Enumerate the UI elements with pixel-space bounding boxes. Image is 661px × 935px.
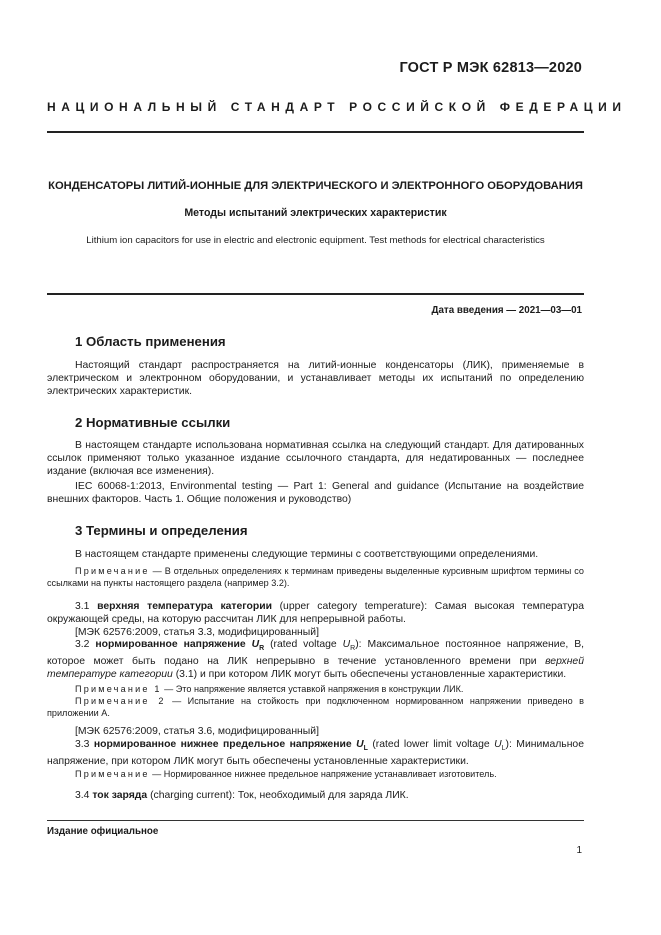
term-definition: (upper category temperature): Самая высокая температура окружающей среды, на которую рассчитан ЛИК для непрерывной работы. <box>47 601 584 626</box>
term-3-2-source: [МЭК 62576:2009, статья 3.6, модифицированный] <box>75 726 319 737</box>
term-3-2-note-2 <box>47 695 584 719</box>
term-name: нормированное напряжение <box>95 639 252 650</box>
term-3-2-note-1 <box>47 683 584 695</box>
term-english: (rated lower limit voltage <box>367 739 495 750</box>
term-symbol: U <box>251 639 260 650</box>
term-name: нормированное нижнее предельное напряжение <box>93 739 357 750</box>
term-3-1 <box>47 600 584 626</box>
term-symbol-subscript: R <box>259 645 265 653</box>
term-number: 3.4 <box>75 790 93 801</box>
document-title-english: Lithium ion capacitors for use in electric and electronic equipment. Test methods for electrical characteristics <box>86 235 545 246</box>
term-english-symbol: U <box>342 639 351 650</box>
term-3-4 <box>47 789 584 802</box>
note-label: Примечание 2 <box>75 696 166 706</box>
header-rule <box>47 131 584 133</box>
term-symbol: U <box>356 739 364 750</box>
section-2-heading: 2 Нормативные ссылки <box>75 415 231 430</box>
official-edition-label: Издание официальное <box>47 826 159 837</box>
term-number: 3.2 <box>75 639 96 650</box>
standard-id: ГОСТ Р МЭК 62813—2020 <box>399 60 582 76</box>
note-label: Примечание <box>75 566 150 576</box>
effective-date: Дата введения — 2021—03—01 <box>431 305 582 316</box>
section-3-heading: 3 Термины и определения <box>75 523 248 538</box>
term-english-subscript: R <box>350 645 356 653</box>
section-1-text: Настоящий стандарт распространяется на литий-ионные конденсаторы (ЛИК), применяемые в электрическом и электронном оборудовании, и устанавливает методы их испытаний по определению электрических характеристик. <box>47 360 584 398</box>
term-3-3 <box>47 738 584 768</box>
term-english: (rated voltage <box>264 639 343 650</box>
term-3-1-source: [МЭК 62576:2009, статья 3.3, модифицированный] <box>75 627 319 638</box>
term-number: 3.3 <box>75 739 94 750</box>
term-definition-b: (3.1) и при котором ЛИК могут быть обеспечены установленные характеристики. <box>172 669 567 681</box>
note-text: — Испытание на стойкость при подключенном нормированном напряжении приведено в приложении А. <box>47 696 584 718</box>
term-english-subscript: L <box>501 745 506 753</box>
section-1-heading: 1 Область применения <box>75 334 226 349</box>
section-2-text: В настоящем стандарте использована нормативная ссылка на следующий стандарт. Для датированных ссылок применяют только указанное издание ссылочного стандарта, для недатированных — последнее издание (включая все изменения). <box>47 440 584 478</box>
term-definition: ): Минимальное напряжение, при котором ЛИК могут быть обеспечены установленные характеристики. <box>47 739 584 768</box>
section-3-intro: В настоящем стандарте применены следующие термины с соответствующими определениями. <box>75 549 539 560</box>
term-3-3-note <box>47 768 584 780</box>
term-name: верхняя температура категории <box>97 601 272 612</box>
term-definition: (charging current): Ток, необходимый для заряда ЛИК. <box>147 790 409 801</box>
document-subtitle: Методы испытаний электрических характеристик <box>184 207 447 219</box>
term-crossref: верхней температуре категории <box>47 656 584 681</box>
term-3-2 <box>47 638 584 682</box>
term-name: ток заряда <box>92 790 148 801</box>
note-text: — Нормированное нижнее предельное напряжение устанавливает изготовитель. <box>149 769 497 779</box>
national-standard-banner: НАЦИОНАЛЬНЫЙ СТАНДАРТ РОССИЙСКОЙ ФЕДЕРАЦИИ <box>47 100 627 114</box>
term-number: 3.1 <box>75 601 98 612</box>
note-label: Примечание <box>75 769 150 779</box>
note-text: — Это напряжение является уставкой напряжения в конструкции ЛИК. <box>161 684 464 694</box>
note-label: Примечание 1 <box>75 684 162 694</box>
section-3-note <box>47 565 584 589</box>
document-title: КОНДЕНСАТОРЫ ЛИТИЙ-ИОННЫЕ ДЛЯ ЭЛЕКТРИЧЕСКОГО И ЭЛЕКТРОННОГО ОБОРУДОВАНИЯ <box>48 180 583 192</box>
term-symbol-subscript: L <box>363 745 368 753</box>
term-definition-a: ): Максимальное постоянное напряжение, В, которое может быть подано на ЛИК непрерывно в течение установленного времени при <box>47 639 585 668</box>
section-2-reference: IEC 60068-1:2013, Environmental testing — Part 1: General and guidance (Испытание на воздействие внешних факторов. Часть 1. Общие положения и руководство) <box>47 481 584 506</box>
note-text: — В отдельных определениях к терминам приведены выделенные курсивным шрифтом термины со ссылками на пункты настоящего раздела (например 3.2). <box>47 566 584 588</box>
footer-rule <box>47 820 584 821</box>
term-english-symbol: U <box>494 739 502 750</box>
page-number: 1 <box>576 845 582 856</box>
title-rule <box>47 293 584 295</box>
